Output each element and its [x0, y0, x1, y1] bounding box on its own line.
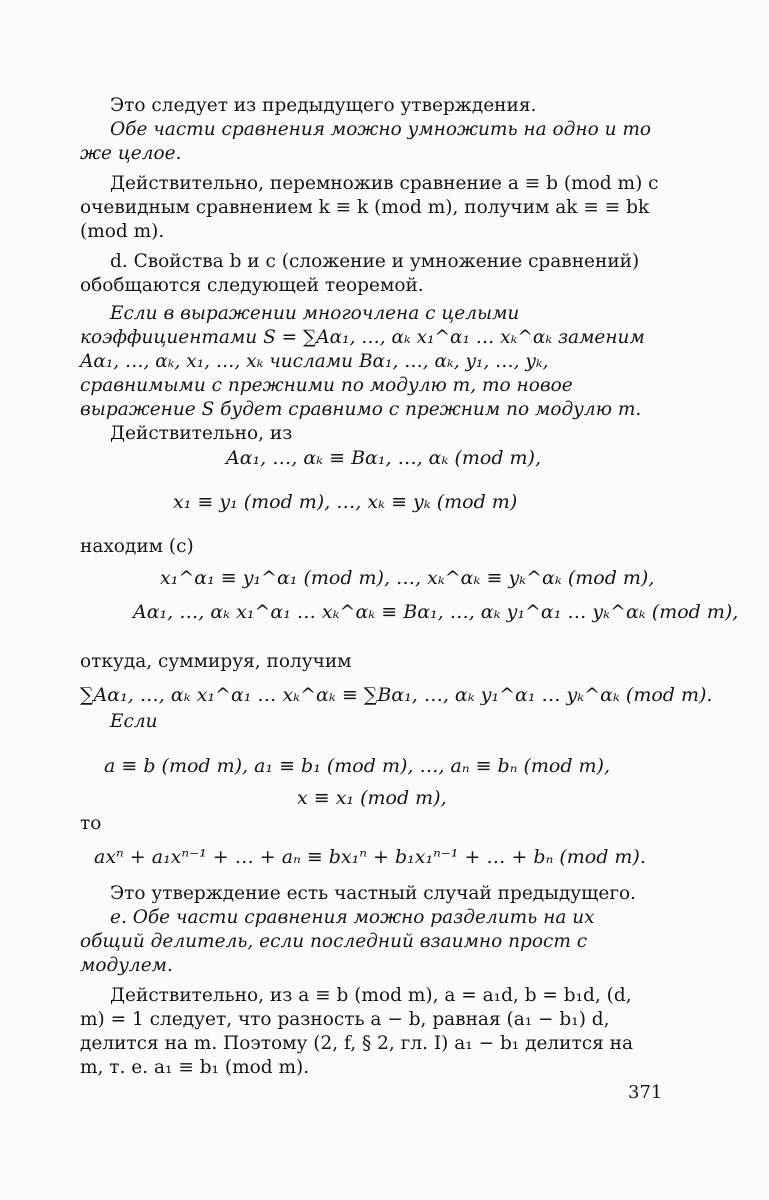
- paragraph-block-5: [80, 812, 662, 836]
- paragraph-block-3: [80, 650, 662, 674]
- paragraph-4: d. Свойства b и c (сложение и умножение сравнений) обобщаются следующей теоремой.: [80, 251, 640, 296]
- paragraph-9: Если: [110, 711, 158, 732]
- formula-3: x₁^α₁ ≡ y₁^α₁ (mod m), …, xₖ^αₖ ≡ yₖ^αₖ (mod m),: [160, 567, 655, 589]
- paragraph-10: то: [80, 813, 102, 834]
- formula-6: a ≡ b (mod m), a₁ ≡ b₁ (mod m), …, aₙ ≡ bₙ (mod m),: [104, 755, 610, 777]
- paragraph-8: откуда, суммируя, получим: [80, 651, 352, 672]
- paragraph-block-4: [80, 710, 662, 734]
- paragraph-7: находим (c): [80, 536, 194, 557]
- formula-1: Aα₁, …, αₖ ≡ Bα₁, …, αₖ (mod m),: [226, 447, 541, 469]
- page-number: 371: [628, 1082, 663, 1103]
- paragraph-13: Действительно, из a ≡ b (mod m), a = a₁d, b = b₁d, (d, m) = 1 следует, что разность a − b, равная (a₁ − b₁) d, делится на m. Поэтому (2, f, § 2, гл. I) a₁ − b₁ делится на m, т. е. a₁ ≡ b₁ (mod m).: [80, 985, 634, 1078]
- paragraph-2: Обе части сравнения можно умножить на одно и то же целое.: [80, 119, 652, 164]
- paragraph-1: Это следует из предыдущего утверждения.: [110, 95, 537, 116]
- paragraph-6: Действительно, из: [110, 423, 293, 444]
- paragraph-5: Если в выражении многочлена с целыми коэффициентами S = ∑Aα₁, …, αₖ x₁^α₁ … xₖ^αₖ заменим Aα₁, …, αₖ, x₁, …, xₖ числами Bα₁, …, αₖ, y₁, …, yₖ, сравнимыми с прежними по модулю m, то новое выражение S будет сравнимо с прежним по модулю m.: [80, 303, 645, 420]
- formula-7: x ≡ x₁ (mod m),: [297, 787, 447, 809]
- formula-4: Aα₁, …, αₖ x₁^α₁ … xₖ^αₖ ≡ Bα₁, …, αₖ y₁^α₁ … yₖ^αₖ (mod m),: [133, 601, 739, 623]
- formula-5: ∑Aα₁, …, αₖ x₁^α₁ … xₖ^αₖ ≡ ∑Bα₁, …, αₖ y₁^α₁ … yₖ^αₖ (mod m).: [80, 684, 713, 706]
- paragraph-block-top: [80, 94, 662, 446]
- paragraph-11: Это утверждение есть частный случай предыдущего.: [110, 883, 637, 904]
- paragraph-12: e. Обе части сравнения можно разделить на их общий делитель, если последний взаимно прост с модулем.: [80, 907, 595, 976]
- paragraph-3: Действительно, перемножив сравнение a ≡ b (mod m) с очевидным сравнением k ≡ k (mod m), получим ak ≡ ≡ bk (mod m).: [80, 173, 659, 242]
- paragraph-block-bottom: [80, 882, 662, 1080]
- formula-2: x₁ ≡ y₁ (mod m), …, xₖ ≡ yₖ (mod m): [173, 491, 518, 513]
- paragraph-block-2: [80, 535, 662, 559]
- formula-8: axⁿ + a₁xⁿ⁻¹ + … + aₙ ≡ bx₁ⁿ + b₁x₁ⁿ⁻¹ + … + bₙ (mod m).: [94, 846, 646, 868]
